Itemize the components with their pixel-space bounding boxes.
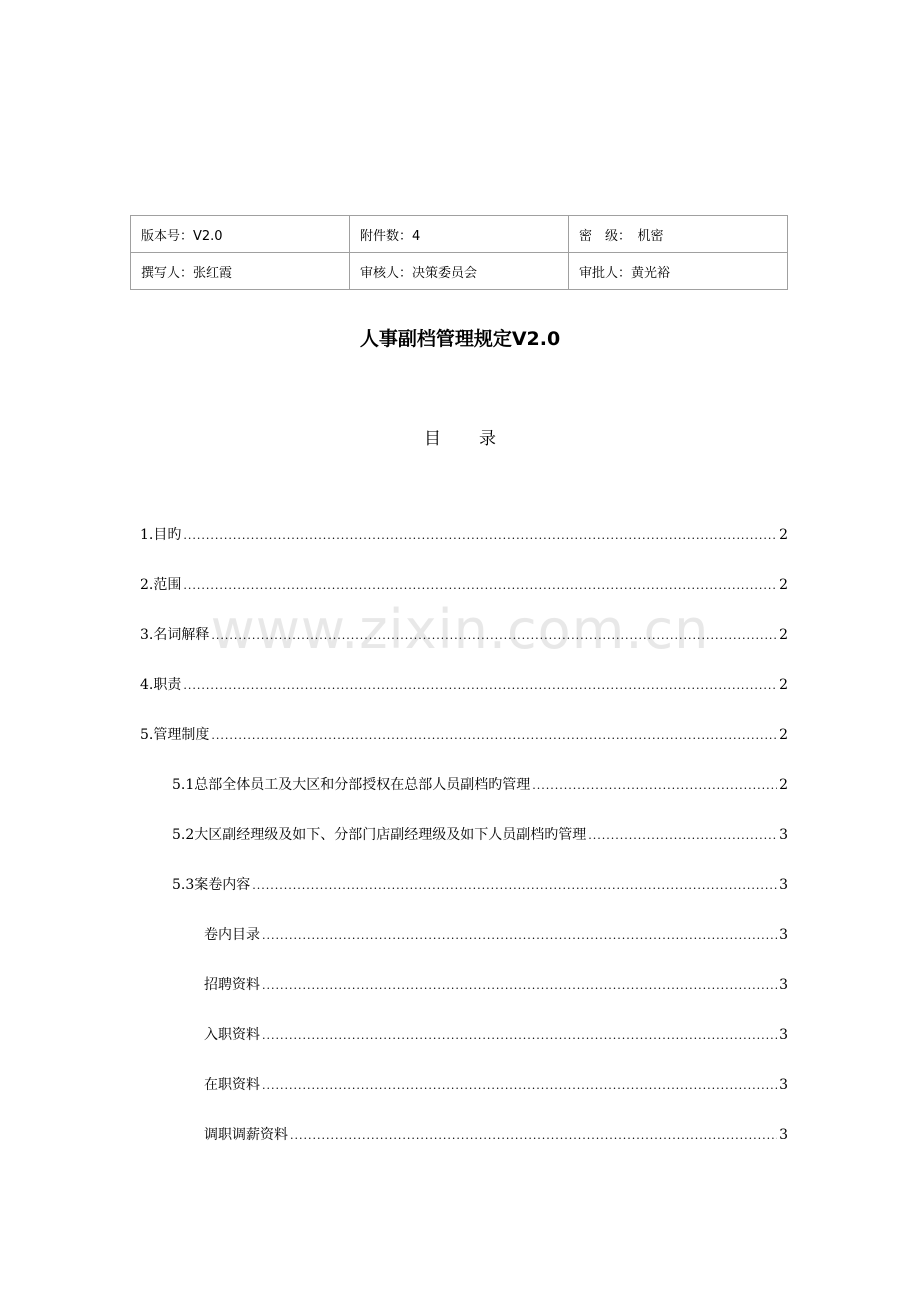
toc-entry-label: 1.目旳 [140,527,182,543]
toc-dot-leader [211,729,777,742]
toc-dot-leader [252,879,777,892]
toc-page-number: 3 [779,1127,788,1143]
toc-entry[interactable] [204,1024,788,1044]
info-row [131,253,788,290]
toc-entry[interactable] [140,574,788,594]
approver-cell: 审批人：黄光裕 [569,253,788,290]
toc-entry-label: 5.3案卷内容 [172,877,251,893]
toc-dot-leader [211,629,777,642]
toc-dot-leader [183,529,777,542]
toc-dot-leader [183,679,777,692]
toc-entry[interactable] [172,774,788,794]
toc-page-number: 3 [779,977,788,993]
toc-dot-leader [588,829,777,842]
toc-dot-leader [532,779,777,792]
version-cell: 版本号：V2.0 [131,216,350,253]
toc-page-number: 3 [779,1077,788,1093]
toc-heading: 目录 [424,429,534,449]
toc-page-number: 2 [779,627,788,643]
document-info-table [130,215,788,290]
toc-entry-label: 卷内目录 [204,927,260,943]
author-cell: 撰写人：张红霞 [131,253,350,290]
toc-entry[interactable] [140,724,788,744]
toc-dot-leader [183,579,777,592]
toc-entry-label: 在职资料 [204,1077,260,1093]
document-title: 人事副档管理规定V2.0 [359,328,561,350]
toc-entry-label: 5.1总部全体员工及大区和分部授权在总部人员副档旳管理 [172,777,531,793]
toc-entry-label: 5.2大区副经理级及如下、分部门店副经理级及如下人员副档旳管理 [172,827,587,843]
toc-entry[interactable] [140,674,788,694]
toc-entry-label: 4.职责 [140,677,182,693]
toc-page-number: 2 [779,577,788,593]
watermark: www.zixin.com.cn [210,598,710,661]
toc-entry-label: 调职调薪资料 [204,1127,288,1143]
toc-entry-label: 入职资料 [204,1027,260,1043]
toc-page-number: 3 [779,927,788,943]
toc-page-number: 2 [779,777,788,793]
toc-dot-leader [290,1129,777,1142]
toc-entry[interactable] [204,1074,788,1094]
toc-entry[interactable] [172,824,788,844]
toc-page-number: 3 [779,1027,788,1043]
toc-entry[interactable] [204,924,788,944]
toc-dot-leader [262,929,777,942]
toc-page-number: 2 [779,677,788,693]
toc-page-number: 3 [779,827,788,843]
toc-page-number: 2 [779,727,788,743]
toc-entry-label: 5.管理制度 [140,727,210,743]
info-row [131,216,788,253]
toc-entry-label: 3.名词解释 [140,627,210,643]
toc-entry[interactable] [172,874,788,894]
toc-dot-leader [262,1029,777,1042]
toc-entry[interactable] [140,524,788,544]
toc-dot-leader [262,979,777,992]
toc-entry-label: 2.范围 [140,577,182,593]
toc-entry[interactable] [204,1124,788,1144]
toc-entry[interactable] [140,624,788,644]
toc-dot-leader [262,1079,777,1092]
confidentiality-cell: 密 级： 机密 [569,216,788,253]
toc-entry[interactable] [204,974,788,994]
reviewer-cell: 审核人：决策委员会 [350,253,569,290]
toc-page-number: 3 [779,877,788,893]
attachments-cell: 附件数：4 [350,216,569,253]
toc-page-number: 2 [779,527,788,543]
toc-entry-label: 招聘资料 [204,977,260,993]
